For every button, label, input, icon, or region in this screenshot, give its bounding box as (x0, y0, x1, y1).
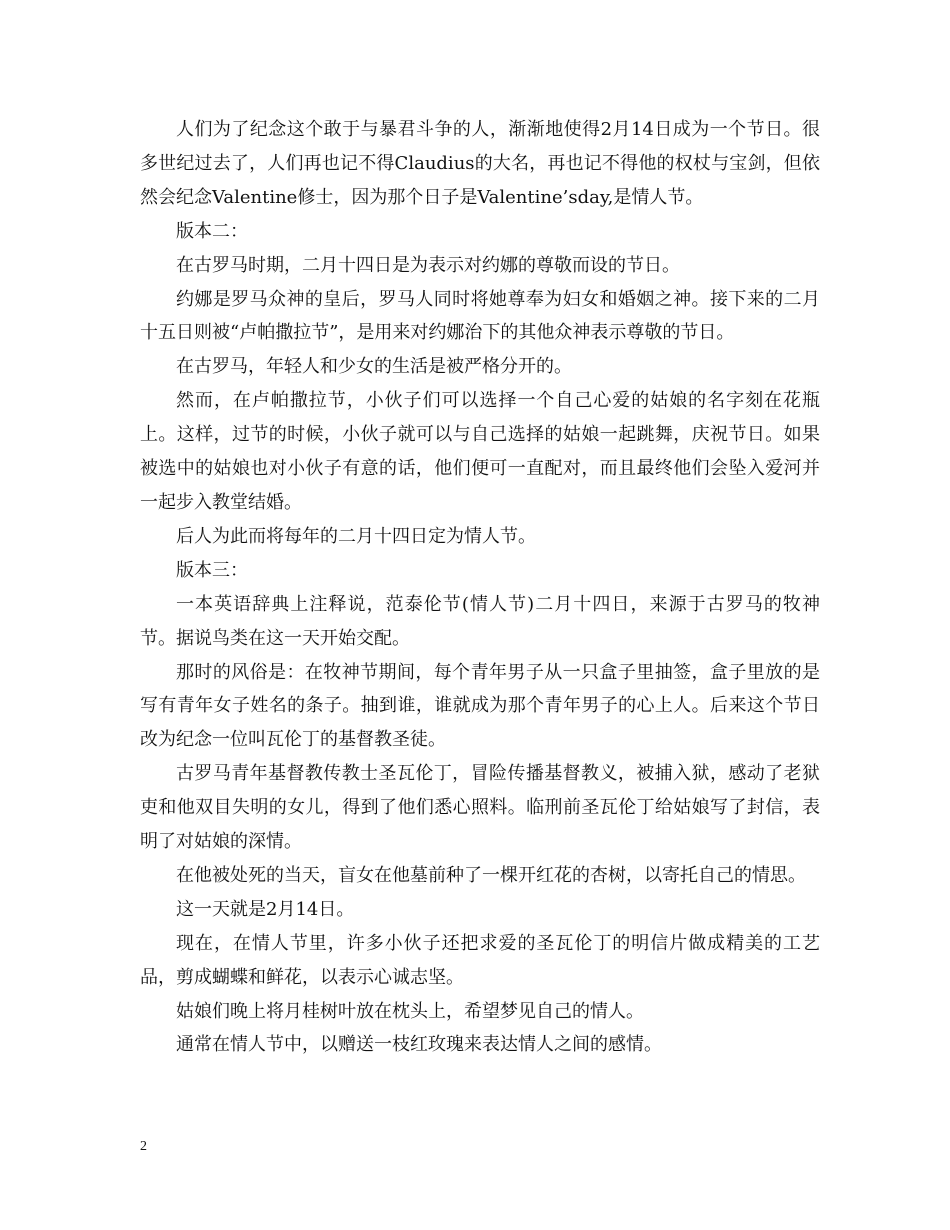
paragraph: 后人为此而将每年的二月十四日定为情人节。 (176, 525, 536, 547)
paragraph: 人们为了纪念这个敢于与暴君斗争的人，渐渐地使得2月14日成为一个节日。很多世纪过去了，人们再也记不得Claudius的大名，再也记不得他的权杖与宝剑，但依然会纪念Valentine修士，因为那个日子是Valentine’sday,是情人节。 (140, 119, 820, 208)
paragraph: 一本英语辞典上注释说，范泰伦节(情人节)二月十四日，来源于古罗马的牧神节。据说鸟类在这一天开始交配。 (140, 593, 820, 649)
paragraph: 在古罗马，年轻人和少女的生活是被严格分开的。 (176, 356, 572, 378)
paragraph: 然而，在卢帕撒拉节，小伙子们可以选择一个自己心爱的姑娘的名字刻在花瓶上。这样，过节的时候，小伙子就可以与自己选择的姑娘一起跳舞，庆祝节日。如果被选中的姑娘也对小伙子有意的话，他们便可一直配对，而且最终他们会坠入爱河并一起步入教堂结婚。 (140, 390, 820, 513)
paragraph: 通常在情人节中，以赠送一枝红玫瑰来表达情人之间的感情。 (176, 1034, 662, 1056)
paragraph: 这一天就是2月14日。 (176, 898, 355, 920)
page-number: 2 (140, 1139, 147, 1154)
paragraph: 在他被处死的当天，盲女在他墓前种了一棵开红花的杏树，以寄托自己的情思。 (176, 864, 806, 886)
paragraph: 版本二： (176, 220, 248, 242)
paragraph: 版本三： (176, 559, 248, 581)
document-body (140, 113, 820, 1062)
paragraph: 在古罗马时期，二月十四日是为表示对约娜的尊敬而设的节日。 (176, 254, 680, 276)
paragraph: 现在，在情人节里，许多小伙子还把求爱的圣瓦伦丁的明信片做成精美的工艺品，剪成蝴蝶和鲜花，以表示心诚志坚。 (140, 932, 820, 988)
paragraph: 古罗马青年基督教传教士圣瓦伦丁，冒险传播基督教义，被捕入狱，感动了老狱吏和他双目失明的女儿，得到了他们悉心照料。临刑前圣瓦伦丁给姑娘写了封信，表明了对姑娘的深情。 (140, 763, 820, 853)
paragraph: 约娜是罗马众神的皇后，罗马人同时将她尊奉为妇女和婚姻之神。接下来的二月十五日则被“卢帕撒拉节”，是用来对约娜治下的其他众神表示尊敬的节日。 (140, 288, 820, 344)
paragraph: 姑娘们晚上将月桂树叶放在枕头上，希望梦见自己的情人。 (176, 1000, 644, 1022)
paragraph: 那时的风俗是：在牧神节期间，每个青年男子从一只盒子里抽签，盒子里放的是写有青年女子姓名的条子。抽到谁，谁就成为那个青年男子的心上人。后来这个节日改为纪念一位叫瓦伦丁的基督教圣徒。 (140, 661, 820, 751)
